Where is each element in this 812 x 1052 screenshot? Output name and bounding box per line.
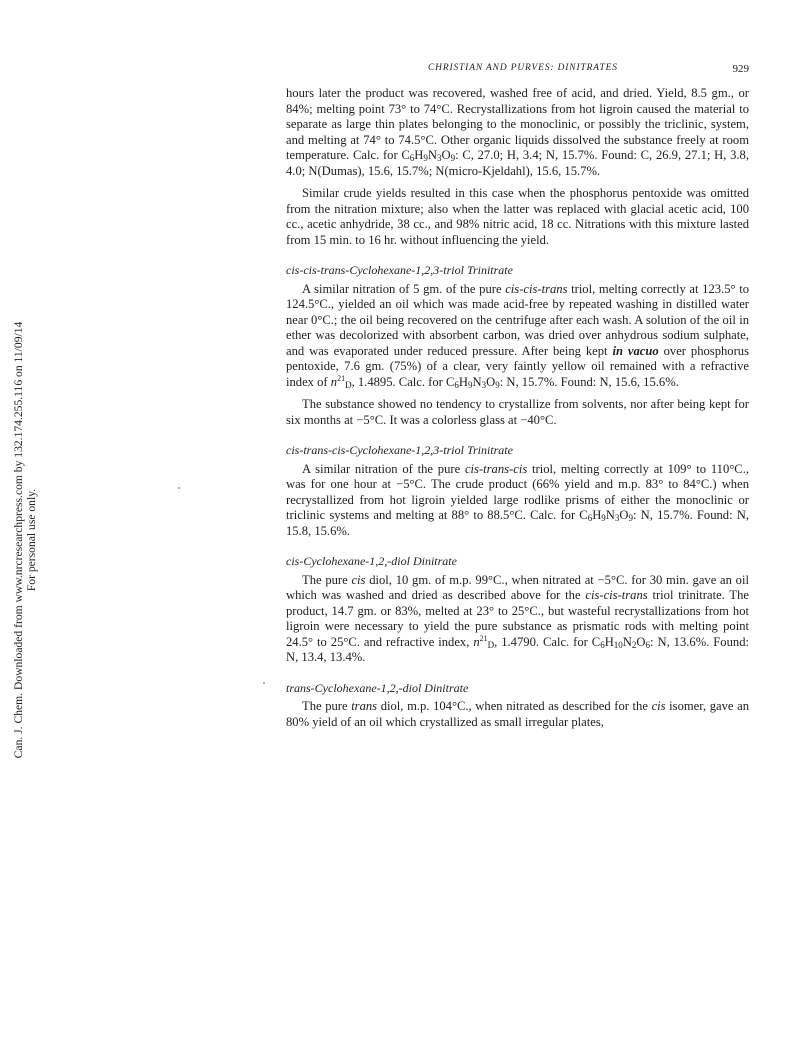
paragraph-cis-cis-trans: A similar nitration of 5 gm. of the pure cis-cis-trans triol, melting correctly at 123.5° to 124.5°C., yielded an oil which was made acid-free by repeated washing in distilled water near 0°C.; the oil being recovered on the centrifuge after each wash. A solution of the oil in ether was decolorized with absorbent carbon, was dried over anhydrous sodium sulphate, and was evaporated under reduced pressure. After being kept in vacuo over phosphorus pentoxide, 7.6 gm. (75%) of a clear, very faintly yellow oil remained with a refractive index of $n^{21}_D$, 1.4895. Calc. for $C_6H_9N_3O_9$: N, 15.7%. Found: N, 15.6, 15.6%. bbox=[286, 281, 749, 390]
watermark-text bbox=[12, 275, 38, 805]
running-head: CHRISTIAN AND PURVES: DINITRATES bbox=[428, 63, 618, 73]
paragraph-continuation: hours later the product was recovered, washed free of acid, and dried. Yield, 8.5 gm., or 84%; melting point 73° to 74°C. Recrystallizations from hot ligroin caused the material to separate as large thin plates belonging to the monoclinic, or possibly the triclinic, system, and melting at 74° to 74.5°C. Other organic liquids dissolved the substance freely at room temperature. Calc. for $C_6H_9N_3O_9$: C, 27.0; H, 3.4; N, 15.7%. Found: C, 26.9, 27.1; H, 3.8, 4.0; N(Dumas), 15.6, 15.7%; N(micro-Kjeldahl), 15.6, 15.7%. bbox=[286, 86, 749, 178]
watermark-line-2: For personal use only. bbox=[25, 488, 38, 592]
paragraph-alternate-conditions: Similar crude yields resulted in this case when the phosphorus pentoxide was omitted from the nitration mixture; also when the latter was replaced with glacial acetic acid, 100 cc., acetic anhydride, 38 cc., and 98% nitric acid, 18 cc. Nitrations with this mixture lasted from 15 min. to 16 hr. without influencing the yield. bbox=[286, 186, 749, 247]
page-number: 929 bbox=[732, 63, 749, 75]
page-header bbox=[284, 63, 749, 83]
section-heading-cis-trans-cis: cis-trans-cis-Cyclohexane-1,2,3-triol Trinitrate bbox=[286, 443, 513, 457]
paragraph-trans-diol: The pure trans diol, m.p. 104°C., when nitrated as described for the cis isomer, gave an 80% yield of an oil which crystallized as small irregular plates, bbox=[286, 699, 749, 729]
section-heading-cis-diol: cis-Cyclohexane-1,2,-diol Dinitrate bbox=[286, 554, 457, 568]
paragraph-cis-trans-cis: A similar nitration of the pure cis-trans-cis triol, melting correctly at 109° to 110°C., was for one hour at −5°C. The crude product (66% yield and m.p. 83° to 84°C.) when recrystallized from hot ligroin yielded large rodlike prisms of either the monoclinic or triclinic systems and melting at 88° to 88.5°C. Calc. for $C_6H_9N_3O_9$: N, 15.7%. Found: N, 15.8, 15.6%. bbox=[286, 461, 749, 538]
paragraph-cis-diol: The pure cis diol, 10 gm. of m.p. 99°C., when nitrated at −5°C. for 30 min. gave an oil which was washed and dried as described above for the cis-cis-trans triol trinitrate. The product, 14.7 gm. or 83%, melted at 23° to 25°C., but wasteful recrystallizations from hot ligroin were necessary to yield the pure substance as prismatic rods with melting point 24.5° to 25°C. and refractive index, $n^{21}_D$, 1.4790. Calc. for $C_6H_{10}N_2O_6$: N, 13.6%. Found: N, 13.4, 13.4%. bbox=[286, 572, 749, 664]
scan-speck bbox=[178, 487, 180, 489]
watermark-line-1: Can. J. Chem. Downloaded from www.nrcresearchpress.com by 132.174.255.116 on 11/09/14 bbox=[12, 321, 25, 759]
section-heading-trans-diol: trans-Cyclohexane-1,2,-diol Dinitrate bbox=[286, 680, 469, 695]
scan-speck bbox=[263, 682, 265, 684]
section-heading-cis-cis-trans: cis-cis-trans-Cyclohexane-1,2,3-triol Trinitrate bbox=[286, 263, 513, 277]
article-body bbox=[286, 86, 749, 730]
download-watermark bbox=[6, 275, 46, 805]
paragraph-crystallize-note: The substance showed no tendency to crystallize from solvents, nor after being kept for six months at −5°C. It was a colorless glass at −40°C. bbox=[286, 397, 749, 427]
